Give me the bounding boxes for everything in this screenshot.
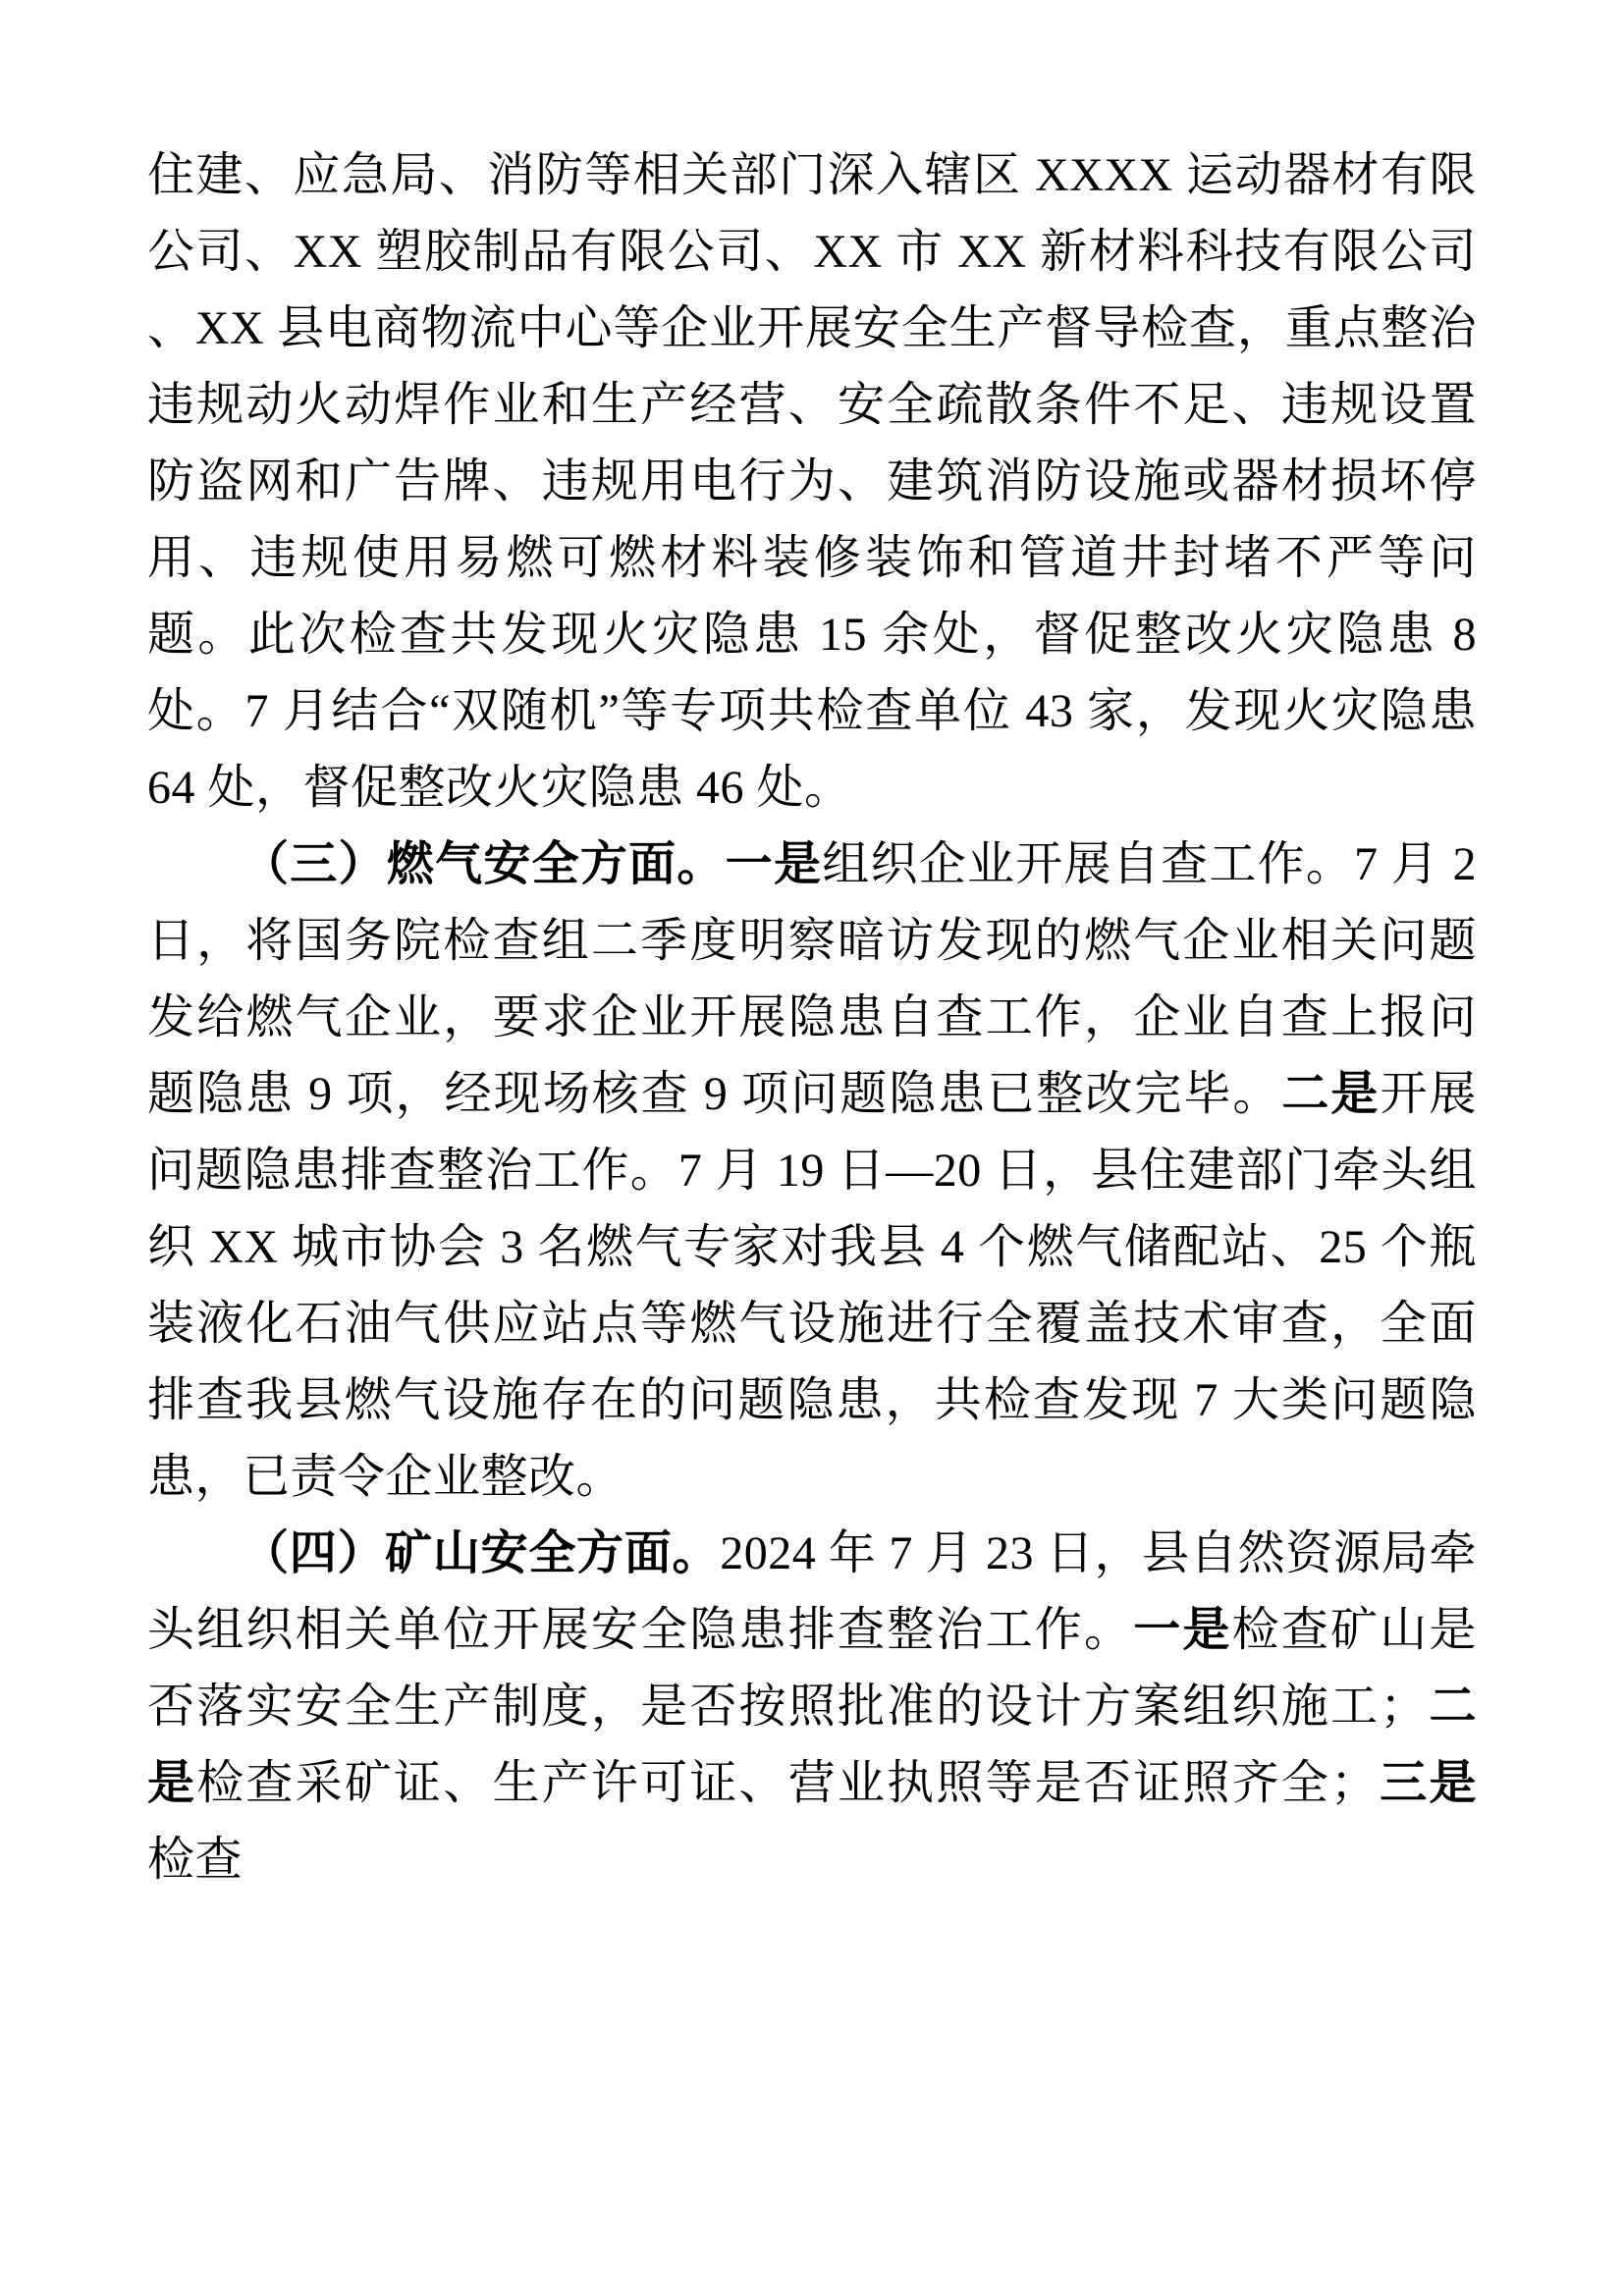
paragraph <box>147 137 1477 827</box>
text-run: 开展问题隐患排查整治工作。7 月 19 日—20 日，县住建部门牵头组织 XX 城市协会 3 名燃气专家对我县 4 个燃气储配站、25 个瓶装液化石油气供应站点等燃气设施进行全覆盖技术审查，全面排查我县燃气设施存在的问题隐患，共检查发现 7 大类问题隐患，已责令企业整改。 <box>147 1068 1477 1503</box>
bold-text-run: （三）燃气安全方面。一是 <box>242 838 823 890</box>
bold-text-run: 二是 <box>147 1681 1477 1809</box>
text-run: 检查矿山是否落实安全生产制度，是否按照批准的设计方案组织施工； <box>147 1604 1477 1733</box>
bold-text-run: 二是 <box>1281 1068 1380 1120</box>
text-run: 2024 年 7 月 23 日，县自然资源局牵头组织相关单位开展安全隐患排查整治工作。 <box>147 1527 1477 1656</box>
paragraph <box>147 827 1477 1516</box>
text-run: 检查采矿证、生产许可证、营业执照等是否证照齐全； <box>196 1757 1379 1809</box>
paragraph <box>147 1516 1477 1898</box>
text-run: 检查 <box>147 1834 244 1886</box>
bold-text-run: （四）矿山安全方面。 <box>242 1527 721 1579</box>
bold-text-run: 一是 <box>1133 1604 1232 1656</box>
text-run: 组织企业开展自查工作。7 月 2 日，将国务院检查组二季度明察暗访发现的燃气企业相关问题发给燃气企业，要求企业开展隐患自查工作，企业自查上报问题隐患 9 项，经现场核查 9 项问题隐患已整改完毕。 <box>147 838 1477 1120</box>
text-run: 住建、应急局、消防等相关部门深入辖区 XXXX 运动器材有限公司、XX 塑胶制品有限公司、XX 市 XX 新材料科技有限公司 、XX 县电商物流中心等企业开展安全生产督导检查，重点整治违规动火动焊作业和生产经营、安全疏散条件不足、违规设置防盗网和广告牌、违规用电行为、建筑消防设施或器材损坏停用、违规使用易燃可燃材料装修装饰和管道井封堵不严等问题。此次检查共发现火灾隐患 15 余处，督促整改火灾隐患 8 处。7 月结合“双随机”等专项共检查单位 43 家，发现火灾隐患 64 处，督促整改火灾隐患 46 处。 <box>147 149 1477 814</box>
bold-text-run: 三是 <box>1378 1757 1477 1809</box>
